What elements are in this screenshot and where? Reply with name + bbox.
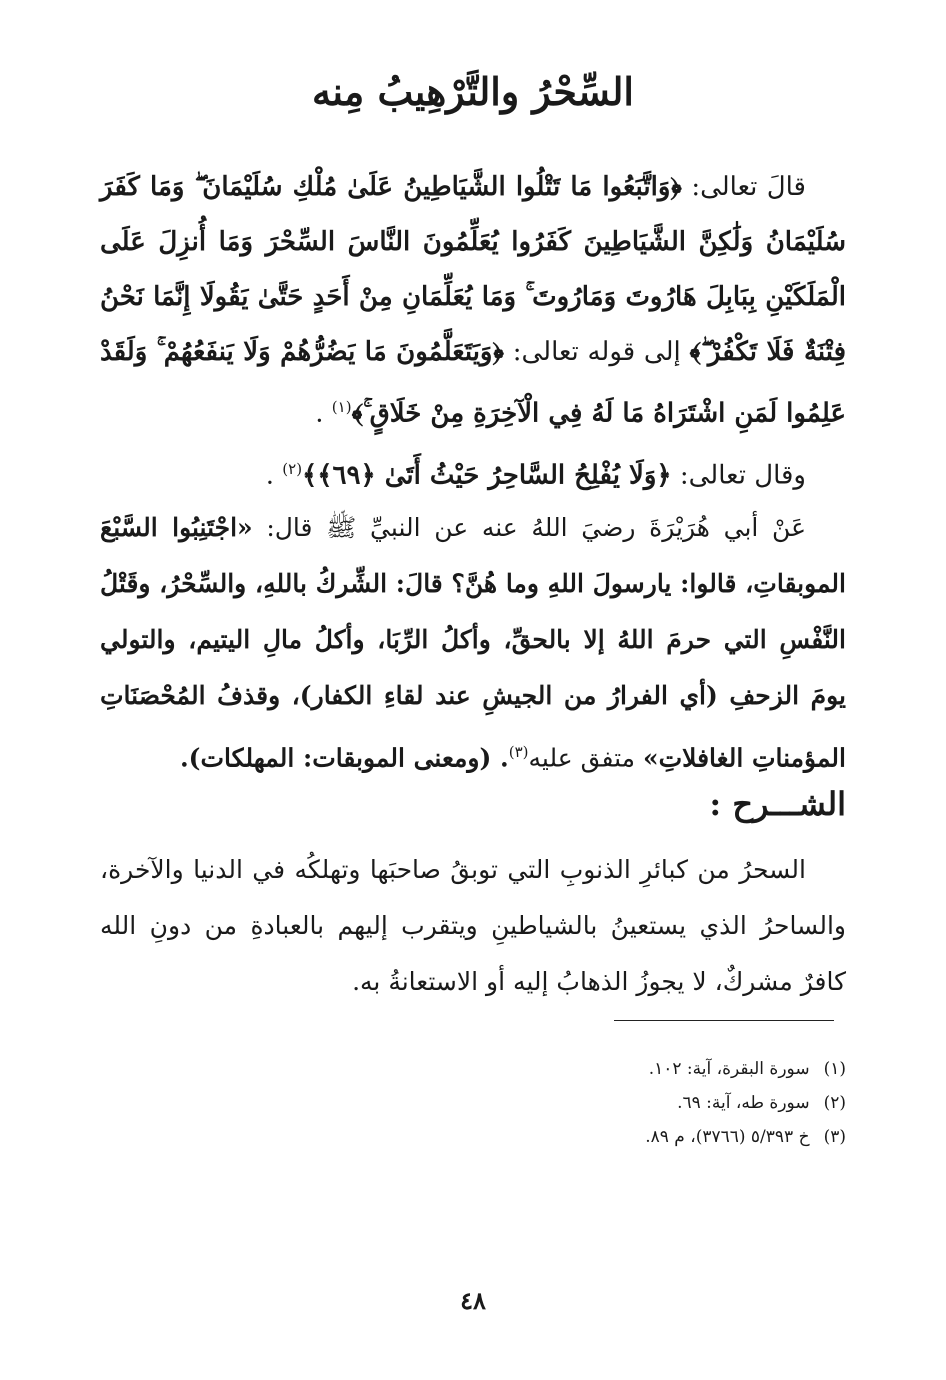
verse-end-2: . <box>265 460 283 491</box>
hadith-text: «اجْتَنِبُوا السَّبْعَ الموبقاتِ، قالوا: يارسولَ اللهِ وما هُنَّ؟ قالَ: الشِّركُ باللهِ، والسِّحْرُ، وقَتْلُ النَّفْسِ التي حرمَ اللهُ إلا بالحقِّ، وأكلُ الرِّبَا، وأكلُ مالِ اليتيم، والتولي يومَ الزحفِ (أي الفرارُ من الجيشِ عند لقاءِ الكفار)، وقذفُ المُحْصَنَاتِ المؤمناتِ الغافلاتِ» <box>100 513 846 773</box>
footnote-number: (١) <box>823 1059 846 1079</box>
hadith-attribution: متفق عليه <box>528 743 643 773</box>
hadith-intro: عَنْ أبي هُرَيْرَةَ رضيَ اللهُ عنه عن النبيِّ ﷺ قال: <box>252 513 806 542</box>
hadith-note: . (ومعنى الموبقات: المهلكات). <box>179 743 509 773</box>
footnote-divider <box>614 1020 834 1021</box>
footnote-item <box>246 1120 846 1154</box>
footnote-ref-3: (٣) <box>508 743 529 761</box>
quran-verse-2: ﴿وَيَتَعَلَّمُونَ مَا يَضُرُّهُمْ وَلَا يَنفَعُهُمْ ۚ وَلَقَدْ عَلِمُوا لَمَنِ اشْتَرَاهُ مَا لَهُ فِي الْآخِرَةِ مِنْ خَلَاقٍ ۚ﴾ <box>100 337 846 429</box>
footnote-text: خ ٥/٣٩٣ (٣٧٦٦)، م ٨٩. <box>645 1127 810 1147</box>
explanation-heading: الشـــرح : <box>709 785 846 823</box>
verses-section <box>100 160 846 503</box>
footnote-text: سورة البقرة، آية: ١٠٢. <box>648 1059 810 1079</box>
verse-end-1: . <box>315 398 332 429</box>
footnote-number: (٣) <box>823 1127 846 1147</box>
explanation-paragraph: السحرُ من كبائرِ الذنوبِ التي توبقُ صاحبَها وتهلكُه في الدنيا والآخرة، والساحرُ الذي يستعينُ بالشياطينِ ويتقرب إليهم بالعبادةِ من دونِ الله كافرٌ مشركٌ، لا يجوزُ الذهابُ إليه أو الاستعانةُ به. <box>100 855 846 996</box>
quran-verse-1: ﴿وَاتَّبَعُوا مَا تَتْلُوا الشَّيَاطِينُ عَلَىٰ مُلْكِ سُلَيْمَانَ ۖ وَمَا كَفَرَ سُلَيْمَانُ وَلَٰكِنَّ الشَّيَاطِينَ كَفَرُوا يُعَلِّمُونَ النَّاسَ السِّحْرَ وَمَا أُنزِلَ عَلَى الْمَلَكَيْنِ بِبَابِلَ هَارُوتَ وَمَارُوتَ ۚ وَمَا يُعَلِّمَانِ مِنْ أَحَدٍ حَتَّىٰ يَقُولَا إِنَّمَا نَحْنُ فِتْنَةٌ فَلَا تَكْفُرْ ۖ﴾ <box>100 172 847 367</box>
verse-intro-2: وقال تعالى: <box>671 460 806 491</box>
footnote-text: سورة طه، آية: ٦٩. <box>677 1093 810 1113</box>
verse-paragraph-2 <box>100 442 846 504</box>
footnote-ref-1: (١) <box>331 398 352 416</box>
verse-intro-1: قالَ تعالى: <box>681 172 806 202</box>
footnote-item <box>246 1052 846 1086</box>
hadith-paragraph <box>100 500 846 786</box>
verse-middle-text: إلى قوله تعالى: <box>504 337 690 367</box>
page-number: ٤٨ <box>460 1286 486 1315</box>
footnote-number: (٢) <box>823 1093 846 1113</box>
footnote-ref-2: (٢) <box>282 459 303 478</box>
explanation-section <box>100 842 846 1010</box>
quran-verse-3: ﴿وَلَا يُفْلِحُ السَّاحِرُ حَيْثُ أَتَىٰ ﴿٦٩﴾﴾ <box>302 460 672 491</box>
footnote-item <box>246 1086 846 1120</box>
verse-paragraph-1 <box>100 160 846 442</box>
footnotes-list <box>246 1052 846 1154</box>
page-title: السِّحْرُ والتَّرْهِيبُ مِنه <box>312 69 634 114</box>
hadith-section <box>100 500 846 786</box>
